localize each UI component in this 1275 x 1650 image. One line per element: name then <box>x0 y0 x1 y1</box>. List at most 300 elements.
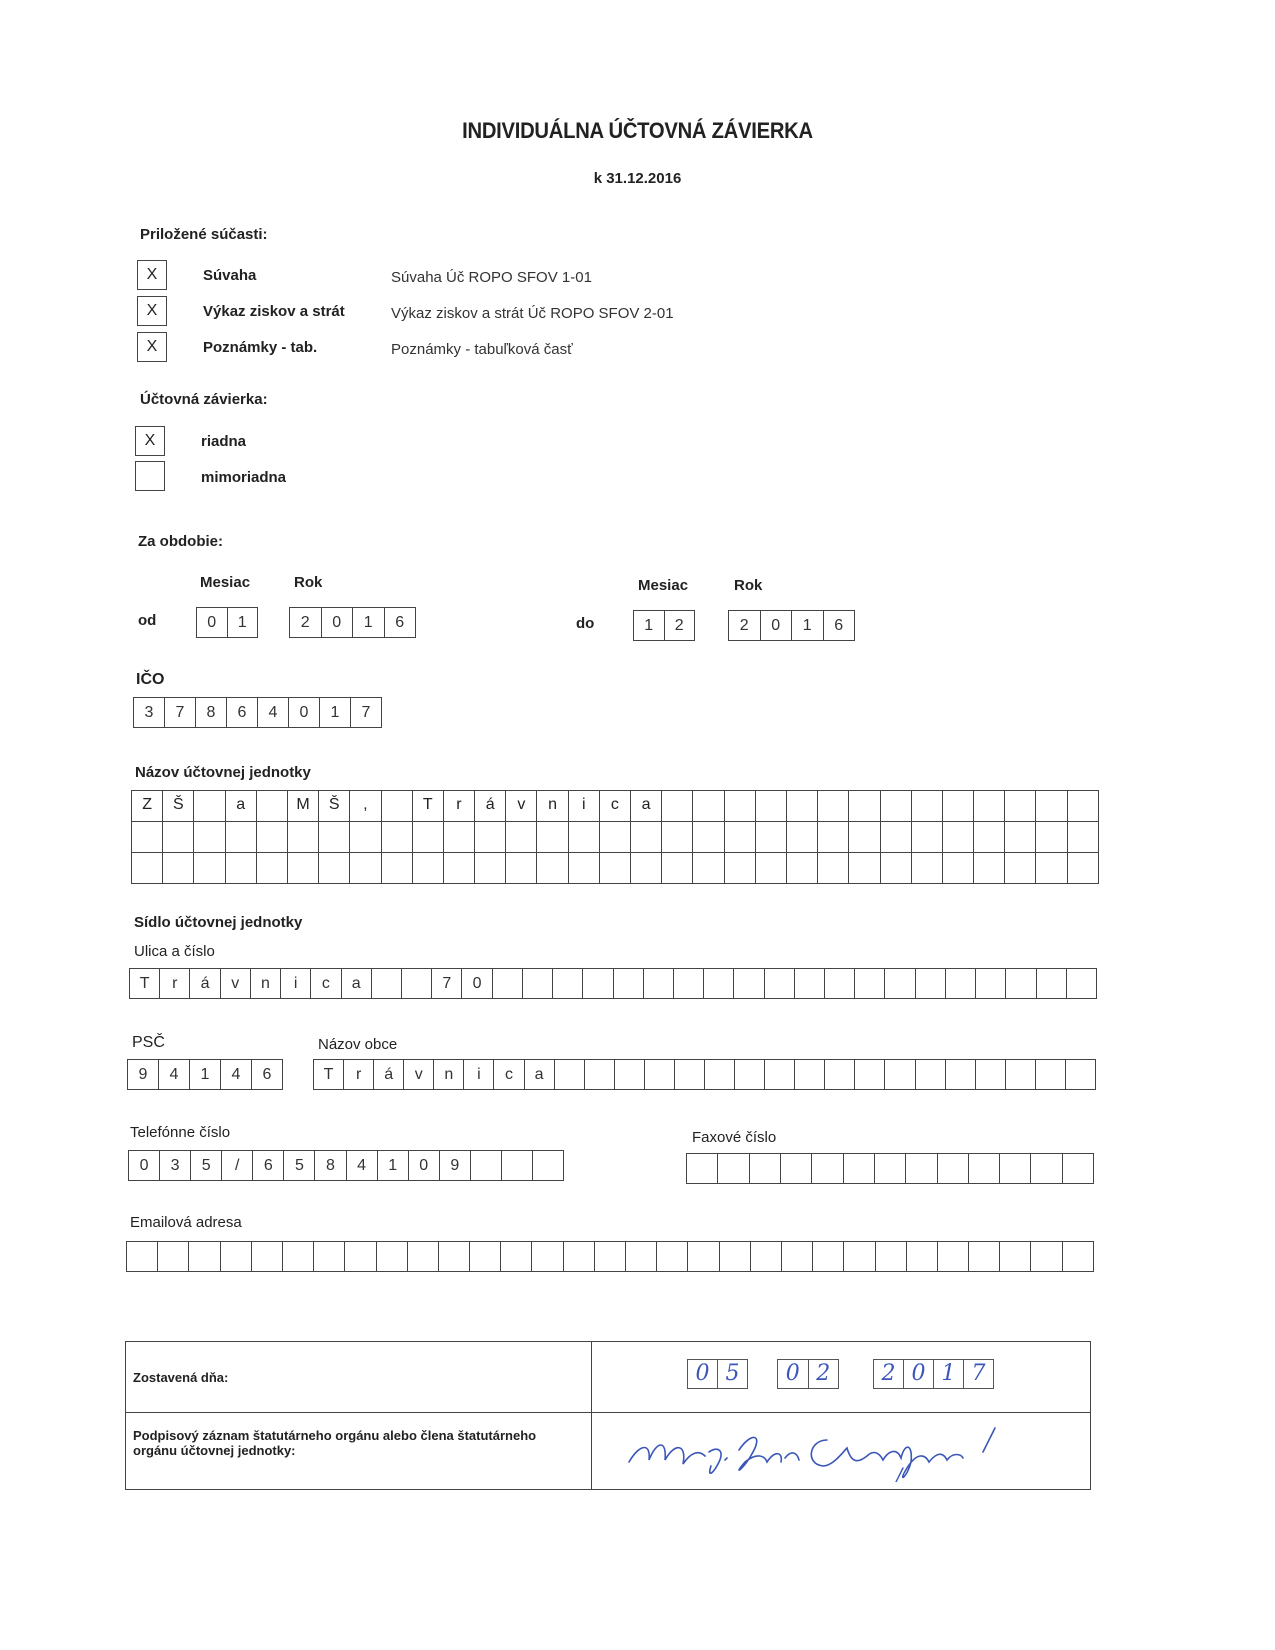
handwritten-signature <box>621 1422 1061 1482</box>
street-char: á <box>189 969 219 998</box>
name-char <box>1067 853 1098 883</box>
city-char <box>674 1060 704 1089</box>
name-char <box>786 822 817 852</box>
city-char: n <box>433 1060 463 1089</box>
email-cell <box>687 1242 718 1271</box>
psc-digit: 4 <box>158 1060 189 1089</box>
name-char <box>474 853 505 883</box>
name-char <box>474 822 505 852</box>
panel-divider-vertical <box>591 1342 592 1489</box>
name-char <box>786 853 817 883</box>
name-char <box>755 822 786 852</box>
name-char <box>225 853 256 883</box>
phone-char: 5 <box>190 1151 221 1180</box>
street-char <box>915 969 945 998</box>
name-char <box>942 791 973 821</box>
name-char <box>942 822 973 852</box>
psc-field[interactable] <box>127 1059 283 1090</box>
name-char <box>536 822 567 852</box>
ico-digit: 1 <box>319 698 350 727</box>
from-year-label: Rok <box>294 574 323 591</box>
city-char <box>1065 1060 1095 1089</box>
phone-char: 9 <box>439 1151 470 1180</box>
from-label: od <box>138 612 157 629</box>
from-year-digit: 6 <box>384 608 416 637</box>
name-field[interactable] <box>131 790 1099 884</box>
psc-digit: 9 <box>138 1066 148 1083</box>
compiled-day-digit: 5 <box>717 1360 747 1388</box>
from-month-field[interactable] <box>196 607 258 638</box>
document-date: k 31.12.2016 <box>593 170 682 187</box>
city-field[interactable] <box>313 1059 1096 1090</box>
psc-label: PSČ <box>132 1034 165 1051</box>
name-char <box>817 822 848 852</box>
name-char <box>630 822 661 852</box>
street-char: 0 <box>461 969 491 998</box>
street-char: i <box>280 969 310 998</box>
phone-char: 8 <box>314 1151 345 1180</box>
city-char <box>884 1060 914 1089</box>
city-char <box>1035 1060 1065 1089</box>
name-char <box>692 853 723 883</box>
name-char <box>162 822 193 852</box>
checkbox-suvaha[interactable]: X <box>137 260 167 290</box>
street-char <box>673 969 703 998</box>
desc-vykaz: Výkaz ziskov a strát Úč ROPO SFOV 2-01 <box>391 305 674 322</box>
city-char <box>734 1060 764 1089</box>
name-char <box>661 822 692 852</box>
street-char <box>1005 969 1035 998</box>
label-poznamky: Poznámky - tab. <box>203 339 318 356</box>
city-char <box>614 1060 644 1089</box>
street-char <box>824 969 854 998</box>
compiled-month-field[interactable] <box>777 1359 839 1389</box>
name-char: T <box>412 791 443 821</box>
street-label: Ulica a číslo <box>134 943 215 960</box>
fax-field[interactable] <box>686 1153 1094 1184</box>
fax-cell <box>999 1154 1030 1183</box>
compiled-day-field[interactable] <box>687 1359 748 1389</box>
city-char <box>824 1060 854 1089</box>
name-row-3 <box>132 852 1098 883</box>
phone-char: 4 <box>346 1151 377 1180</box>
statement-heading: Účtovná závierka: <box>140 391 268 408</box>
email-cell <box>157 1242 188 1271</box>
phone-char: 6 <box>252 1151 283 1180</box>
checkbox-vykaz[interactable]: X <box>137 296 167 326</box>
name-char <box>1004 853 1035 883</box>
street-char: v <box>220 969 250 998</box>
email-cell <box>594 1242 625 1271</box>
phone-char <box>470 1151 501 1180</box>
compiled-year-digit: 2 <box>881 1361 896 1386</box>
ico-digit: 7 <box>164 698 195 727</box>
ico-digit: 0 <box>288 698 319 727</box>
street-char <box>522 969 552 998</box>
street-char <box>582 969 612 998</box>
fax-cell <box>687 1154 717 1183</box>
city-char: i <box>463 1060 493 1089</box>
name-char <box>661 791 692 821</box>
from-month-digit: 0 <box>207 614 217 631</box>
name-char <box>1035 853 1066 883</box>
psc-digit: 1 <box>189 1060 220 1089</box>
name-char <box>942 853 973 883</box>
name-char <box>568 822 599 852</box>
city-char <box>945 1060 975 1089</box>
name-char <box>412 822 443 852</box>
name-char <box>349 853 380 883</box>
name-char: M <box>287 791 318 821</box>
city-char <box>764 1060 794 1089</box>
name-char: a <box>225 791 256 821</box>
city-char <box>554 1060 584 1089</box>
email-cell <box>812 1242 843 1271</box>
email-cell <box>1062 1242 1093 1271</box>
city-label: Názov obce <box>318 1036 398 1053</box>
name-char <box>848 791 879 821</box>
attachments-heading: Priložené súčasti: <box>140 226 268 243</box>
email-cell <box>999 1242 1030 1271</box>
email-cell <box>127 1242 157 1271</box>
name-char <box>536 853 567 883</box>
email-cell <box>438 1242 469 1271</box>
address-heading: Sídlo účtovnej jednotky <box>134 914 303 931</box>
signature-scribble-icon <box>621 1422 1061 1482</box>
email-cell <box>220 1242 251 1271</box>
city-char: a <box>524 1060 554 1089</box>
name-char <box>911 853 942 883</box>
phone-char: 1 <box>377 1151 408 1180</box>
ico-digit: 7 <box>350 698 381 727</box>
name-char <box>880 853 911 883</box>
street-field[interactable] <box>129 968 1097 999</box>
from-month-digit: 1 <box>227 608 258 637</box>
street-char: c <box>310 969 340 998</box>
name-char <box>599 822 630 852</box>
panel-divider-horizontal <box>126 1412 1090 1413</box>
phone-char <box>532 1151 563 1180</box>
name-char <box>599 853 630 883</box>
city-char <box>794 1060 824 1089</box>
name-char <box>973 791 1004 821</box>
name-char <box>256 791 287 821</box>
street-char <box>552 969 582 998</box>
street-char <box>643 969 673 998</box>
name-char <box>692 822 723 852</box>
email-cell <box>251 1242 282 1271</box>
compiled-day-digit: 0 <box>695 1361 710 1386</box>
name-char <box>880 791 911 821</box>
phone-char: / <box>221 1151 252 1180</box>
checkbox-poznamky[interactable]: X <box>137 332 167 362</box>
from-year-digit: 1 <box>352 608 384 637</box>
name-char <box>630 853 661 883</box>
name-char <box>132 822 162 852</box>
compiled-label: Zostavená dňa: <box>133 1370 229 1385</box>
name-char: Š <box>318 791 349 821</box>
fax-cell <box>749 1154 780 1183</box>
name-char <box>1004 791 1035 821</box>
ico-digit: 4 <box>257 698 288 727</box>
from-year-field[interactable] <box>289 607 416 638</box>
from-year-digit: 0 <box>321 608 353 637</box>
street-char: 7 <box>431 969 461 998</box>
desc-poznamky: Poznámky - tabuľková časť <box>391 341 573 358</box>
name-char: i <box>568 791 599 821</box>
name-char <box>287 853 318 883</box>
email-cell <box>531 1242 562 1271</box>
fax-cell <box>874 1154 905 1183</box>
ico-field[interactable] <box>133 697 382 728</box>
name-char <box>817 853 848 883</box>
email-cell <box>188 1242 219 1271</box>
psc-digit: 4 <box>220 1060 251 1089</box>
email-label: Emailová adresa <box>130 1214 242 1231</box>
name-char <box>1035 822 1066 852</box>
phone-field[interactable] <box>128 1150 564 1181</box>
name-char <box>381 853 412 883</box>
email-cell <box>625 1242 656 1271</box>
phone-char: 0 <box>139 1157 149 1174</box>
city-char <box>1005 1060 1035 1089</box>
email-cell <box>469 1242 500 1271</box>
email-cell <box>968 1242 999 1271</box>
name-char <box>724 853 755 883</box>
name-char <box>1067 791 1098 821</box>
ico-digit: 8 <box>195 698 226 727</box>
email-cell <box>407 1242 438 1271</box>
email-cell <box>875 1242 906 1271</box>
street-char <box>764 969 794 998</box>
label-suvaha: Súvaha <box>203 267 257 284</box>
signature-label: Podpisový záznam štatutárneho orgánu alebo člena štatutárneho orgánu účtovnej jednotky: <box>133 1428 537 1458</box>
name-char <box>568 853 599 883</box>
to-year-digit: 2 <box>739 617 749 634</box>
name-char <box>256 853 287 883</box>
street-char <box>1066 969 1096 998</box>
to-year-field[interactable] <box>728 610 855 641</box>
street-char <box>945 969 975 998</box>
name-char <box>848 822 879 852</box>
phone-char: 5 <box>283 1151 314 1180</box>
city-char: v <box>403 1060 433 1089</box>
compiled-month-digit: 0 <box>785 1361 800 1386</box>
name-row-1 <box>132 791 1098 821</box>
ico-label: IČO <box>136 671 165 688</box>
name-char: n <box>536 791 567 821</box>
ico-digit: 3 <box>144 704 154 721</box>
street-char <box>492 969 522 998</box>
fax-cell <box>843 1154 874 1183</box>
ico-digit: 6 <box>226 698 257 727</box>
to-month-digit: 2 <box>664 611 695 640</box>
phone-char: 3 <box>159 1151 190 1180</box>
name-char <box>132 853 162 883</box>
to-label: do <box>576 615 595 632</box>
name-char: a <box>630 791 661 821</box>
city-char: T <box>323 1066 334 1083</box>
street-char <box>613 969 643 998</box>
compiled-year-field[interactable] <box>873 1359 994 1389</box>
email-cell <box>563 1242 594 1271</box>
name-char <box>786 791 817 821</box>
email-cell <box>750 1242 781 1271</box>
fax-cell <box>717 1154 748 1183</box>
name-char <box>193 822 224 852</box>
street-char <box>854 969 884 998</box>
name-char <box>162 853 193 883</box>
name-char <box>1035 791 1066 821</box>
phone-char: 0 <box>408 1151 439 1180</box>
name-char <box>287 822 318 852</box>
city-char: r <box>343 1060 373 1089</box>
email-cell <box>937 1242 968 1271</box>
city-char <box>854 1060 884 1089</box>
name-char: , <box>349 791 380 821</box>
to-year-digit: 0 <box>760 611 792 640</box>
street-char <box>401 969 431 998</box>
from-year-digit: 2 <box>300 614 310 631</box>
name-char <box>318 853 349 883</box>
name-char <box>911 791 942 821</box>
email-cell <box>376 1242 407 1271</box>
city-char <box>584 1060 614 1089</box>
city-char <box>644 1060 674 1089</box>
name-row-2 <box>132 821 1098 852</box>
email-cell <box>906 1242 937 1271</box>
name-char <box>225 822 256 852</box>
checkbox-riadna[interactable]: X <box>135 426 165 456</box>
fax-cell <box>780 1154 811 1183</box>
fax-cell <box>1030 1154 1061 1183</box>
name-char: v <box>505 791 536 821</box>
fax-cell <box>811 1154 842 1183</box>
name-char: Z <box>142 796 152 813</box>
phone-char <box>501 1151 532 1180</box>
label-mimoriadna: mimoriadna <box>201 469 287 486</box>
street-char <box>884 969 914 998</box>
email-cell <box>656 1242 687 1271</box>
email-cell <box>843 1242 874 1271</box>
to-year-label: Rok <box>734 577 763 594</box>
document-title: INDIVIDUÁLNA ÚČTOVNÁ ZÁVIERKA <box>462 118 813 143</box>
name-char <box>443 822 474 852</box>
to-year-digit: 1 <box>791 611 823 640</box>
name-char <box>1004 822 1035 852</box>
street-char <box>371 969 401 998</box>
name-char <box>1067 822 1098 852</box>
name-char <box>692 791 723 821</box>
street-char <box>703 969 733 998</box>
email-cell <box>719 1242 750 1271</box>
email-cell <box>282 1242 313 1271</box>
compiled-year-digit: 7 <box>963 1360 993 1388</box>
fax-label: Faxové číslo <box>692 1129 777 1146</box>
name-char: á <box>474 791 505 821</box>
name-char <box>817 791 848 821</box>
to-year-digit: 6 <box>823 611 855 640</box>
street-char <box>733 969 763 998</box>
name-char <box>755 791 786 821</box>
name-char <box>505 853 536 883</box>
name-char <box>318 822 349 852</box>
street-char: n <box>250 969 280 998</box>
from-month-label: Mesiac <box>200 574 251 591</box>
name-char <box>443 853 474 883</box>
name-char: Š <box>162 791 193 821</box>
checkbox-mimoriadna[interactable] <box>135 461 165 491</box>
fax-cell <box>905 1154 936 1183</box>
street-char <box>794 969 824 998</box>
city-char <box>975 1060 1005 1089</box>
compiled-year-digit: 0 <box>903 1360 933 1388</box>
to-month-digit: 1 <box>644 617 654 634</box>
email-field[interactable] <box>126 1241 1094 1272</box>
city-char <box>704 1060 734 1089</box>
name-label: Názov účtovnej jednotky <box>135 764 311 781</box>
city-char: c <box>493 1060 523 1089</box>
city-char <box>915 1060 945 1089</box>
psc-digit: 6 <box>251 1060 282 1089</box>
name-char <box>193 791 224 821</box>
fax-cell <box>968 1154 999 1183</box>
email-cell <box>313 1242 344 1271</box>
name-char <box>349 822 380 852</box>
name-char <box>724 822 755 852</box>
name-char <box>973 853 1004 883</box>
email-cell <box>1030 1242 1061 1271</box>
name-char <box>973 822 1004 852</box>
name-char <box>661 853 692 883</box>
name-char: c <box>599 791 630 821</box>
street-char: a <box>341 969 371 998</box>
name-char <box>911 822 942 852</box>
name-char <box>381 791 412 821</box>
street-char: r <box>159 969 189 998</box>
email-cell <box>500 1242 531 1271</box>
desc-suvaha: Súvaha Úč ROPO SFOV 1-01 <box>391 269 592 286</box>
label-vykaz: Výkaz ziskov a strát <box>203 303 345 320</box>
compiled-month-digit: 2 <box>808 1360 839 1388</box>
name-char <box>381 822 412 852</box>
compiled-year-digit: 1 <box>933 1360 963 1388</box>
phone-label: Telefónne číslo <box>130 1124 231 1141</box>
name-char <box>755 853 786 883</box>
name-char <box>880 822 911 852</box>
name-char <box>193 853 224 883</box>
period-heading: Za obdobie: <box>138 533 223 550</box>
city-char: á <box>373 1060 403 1089</box>
street-char: T <box>139 975 150 992</box>
email-cell <box>344 1242 375 1271</box>
street-char <box>975 969 1005 998</box>
label-riadna: riadna <box>201 433 247 450</box>
street-char <box>1036 969 1066 998</box>
name-char <box>505 822 536 852</box>
name-char <box>848 853 879 883</box>
name-char: r <box>443 791 474 821</box>
fax-cell <box>1062 1154 1093 1183</box>
signature-panel <box>125 1341 1091 1490</box>
name-char <box>724 791 755 821</box>
fax-cell <box>937 1154 968 1183</box>
email-cell <box>781 1242 812 1271</box>
to-month-field[interactable] <box>633 610 695 641</box>
to-month-label: Mesiac <box>638 577 689 594</box>
name-char <box>412 853 443 883</box>
name-char <box>256 822 287 852</box>
